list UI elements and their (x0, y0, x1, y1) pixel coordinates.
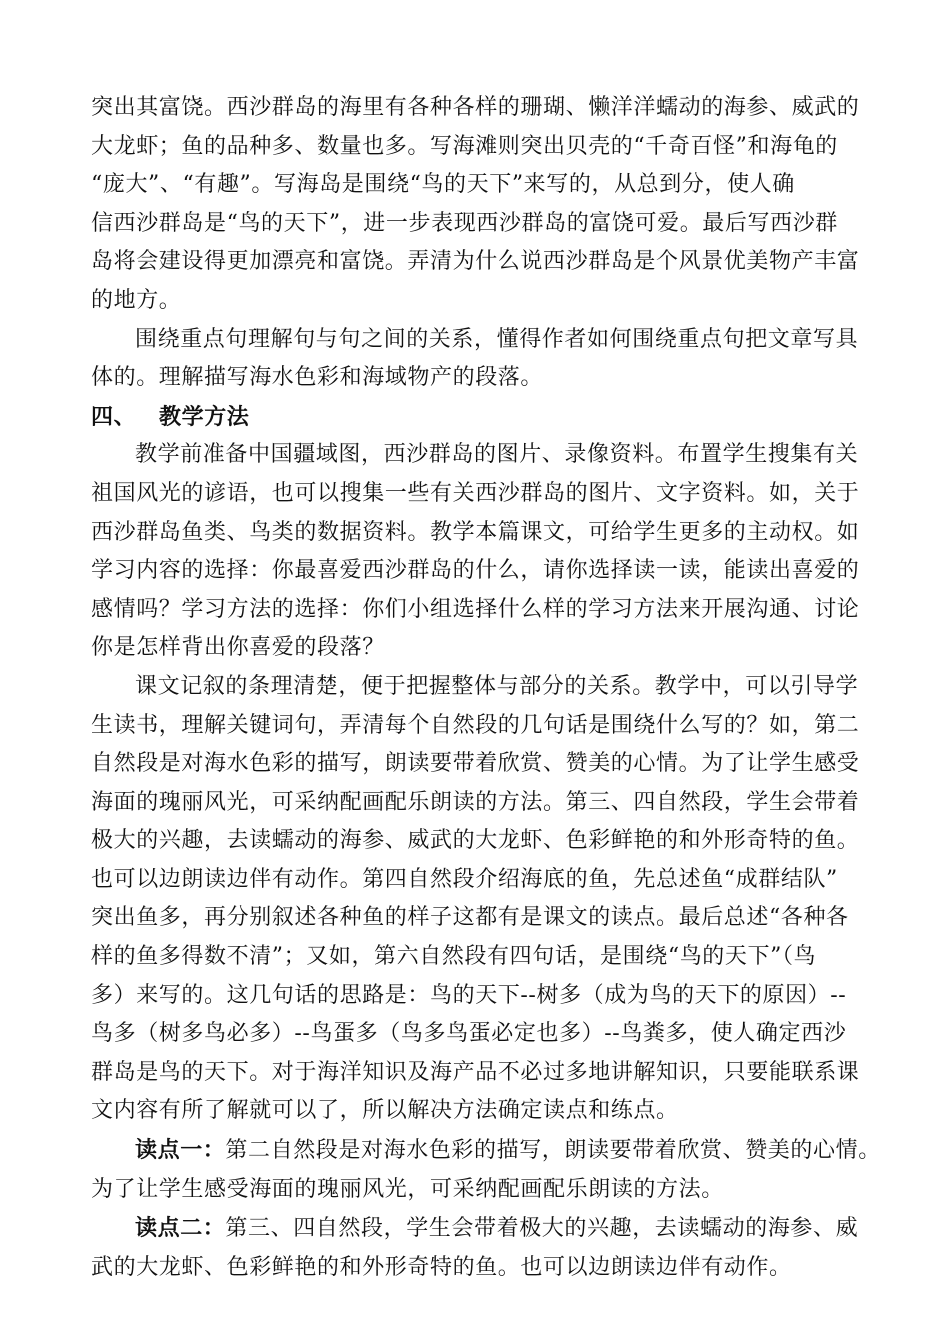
paragraph-richness-summary (91, 89, 865, 321)
text-line: 鸟多（树多鸟必多）--鸟蛋多（鸟多鸟蛋必定也多）--鸟粪多，使人确定西沙 (91, 1021, 847, 1047)
text-line: 大龙虾；鱼的品种多、数量也多。写海滩则突出贝壳的“千奇百怪”和海龟的 (91, 133, 838, 159)
reading-point-label: 读点一： (135, 1137, 226, 1164)
text-line: 祖国风光的谚语，也可以搜集一些有关西沙群岛的图片、文字资料。如，关于 (91, 480, 860, 506)
text-line: 为了让学生感受海面的瑰丽风光，可采纳配画配乐朗读的方法。 (91, 1176, 724, 1202)
text-line: 文内容有所了解就可以了，所以解决方法确定读点和练点。 (91, 1098, 679, 1124)
text-line: 也可以边朗读边伴有动作。第四自然段介绍海底的鱼，先总述鱼“成群结队” (91, 866, 838, 892)
paragraph-reading-point-one (91, 1131, 881, 1209)
section-number: 四、 (91, 403, 137, 430)
text-line: 第三、四自然段，学生会带着极大的兴趣，去读蠕动的海参、威 (225, 1216, 859, 1242)
paragraph-text-structure (91, 668, 865, 1131)
text-line: 突出其富饶。西沙群岛的海里有各种各样的珊瑚、懒洋洋蠕动的海参、威武的 (91, 95, 860, 120)
text-line: 围绕重点句理解句与句之间的关系，懂得作者如何围绕重点句把文章写具 (135, 326, 859, 352)
text-line: 学习内容的选择：你最喜爱西沙群岛的什么，请你选择读一读，能读出喜爱的 (91, 558, 860, 584)
text-line: 的地方。 (91, 287, 182, 313)
paragraph-reading-point-two (91, 1209, 865, 1287)
text-line: “庞大”、“有趣”。写海岛是围绕“鸟的天下”来写的，从总到分，使人确 (91, 172, 795, 198)
text-line: 群岛是鸟的天下。对于海洋知识及海产品不必过多地讲解知识，只要能联系课 (91, 1059, 860, 1085)
text-line: 第二自然段是对海水色彩的描写，朗读要带着欣赏、赞美的心情。 (225, 1138, 881, 1164)
text-line: 西沙群岛鱼类、鸟类的数据资料。教学本篇课文，可给学生更多的主动权。如 (91, 519, 860, 545)
paragraph-teaching-prep (91, 436, 865, 668)
text-line: 生读书，理解关键词句，弄清每个自然段的几句话是围绕什么写的？如，第二 (91, 712, 860, 738)
section-title: 教学方法 (159, 403, 250, 430)
document-page (91, 89, 881, 1287)
text-line: 信西沙群岛是“鸟的天下”，进一步表现西沙群岛的富饶可爱。最后写西沙群 (91, 210, 838, 236)
text-line: 样的鱼多得数不清”；又如，第六自然段有四句话，是围绕“鸟的天下”（鸟 (91, 944, 817, 970)
text-line: 你是怎样背出你喜爱的段落？ (91, 635, 385, 661)
reading-point-label: 读点二： (135, 1215, 226, 1242)
text-line: 多）来写的。这几句话的思路是：鸟的天下--树多（成为鸟的天下的原因）-- (91, 982, 847, 1008)
text-line: 海面的瑰丽风光，可采纳配画配乐朗读的方法。第三、四自然段，学生会带着 (91, 789, 860, 815)
text-line: 感情吗？学习方法的选择：你们小组选择什么样的学习方法来开展沟通、讨论 (91, 596, 860, 622)
text-line: 体的。理解描写海水色彩和海域物产的段落。 (91, 365, 544, 391)
section-heading (91, 398, 865, 437)
text-line: 教学前准备中国疆域图，西沙群岛的图片、录像资料。布置学生搜集有关 (135, 442, 859, 468)
text-line: 武的大龙虾、色彩鲜艳的和外形奇特的鱼。也可以边朗读边伴有动作。 (91, 1254, 792, 1280)
text-line: 自然段是对海水色彩的描写，朗读要带着欣赏、赞美的心情。为了让学生感受 (91, 751, 860, 777)
text-line: 岛将会建设得更加漂亮和富饶。弄清为什么说西沙群岛是个风景优美物产丰富 (91, 249, 860, 275)
text-line: 课文记叙的条理清楚，便于把握整体与部分的关系。教学中，可以引导学 (135, 673, 859, 699)
text-line: 极大的兴趣，去读蠕动的海参、威武的大龙虾、色彩鲜艳的和外形奇特的鱼。 (91, 828, 860, 854)
text-line: 突出鱼多，再分别叙述各种鱼的样子这都有是课文的读点。最后总述“各种各 (91, 905, 849, 931)
paragraph-key-sentence (91, 321, 865, 398)
